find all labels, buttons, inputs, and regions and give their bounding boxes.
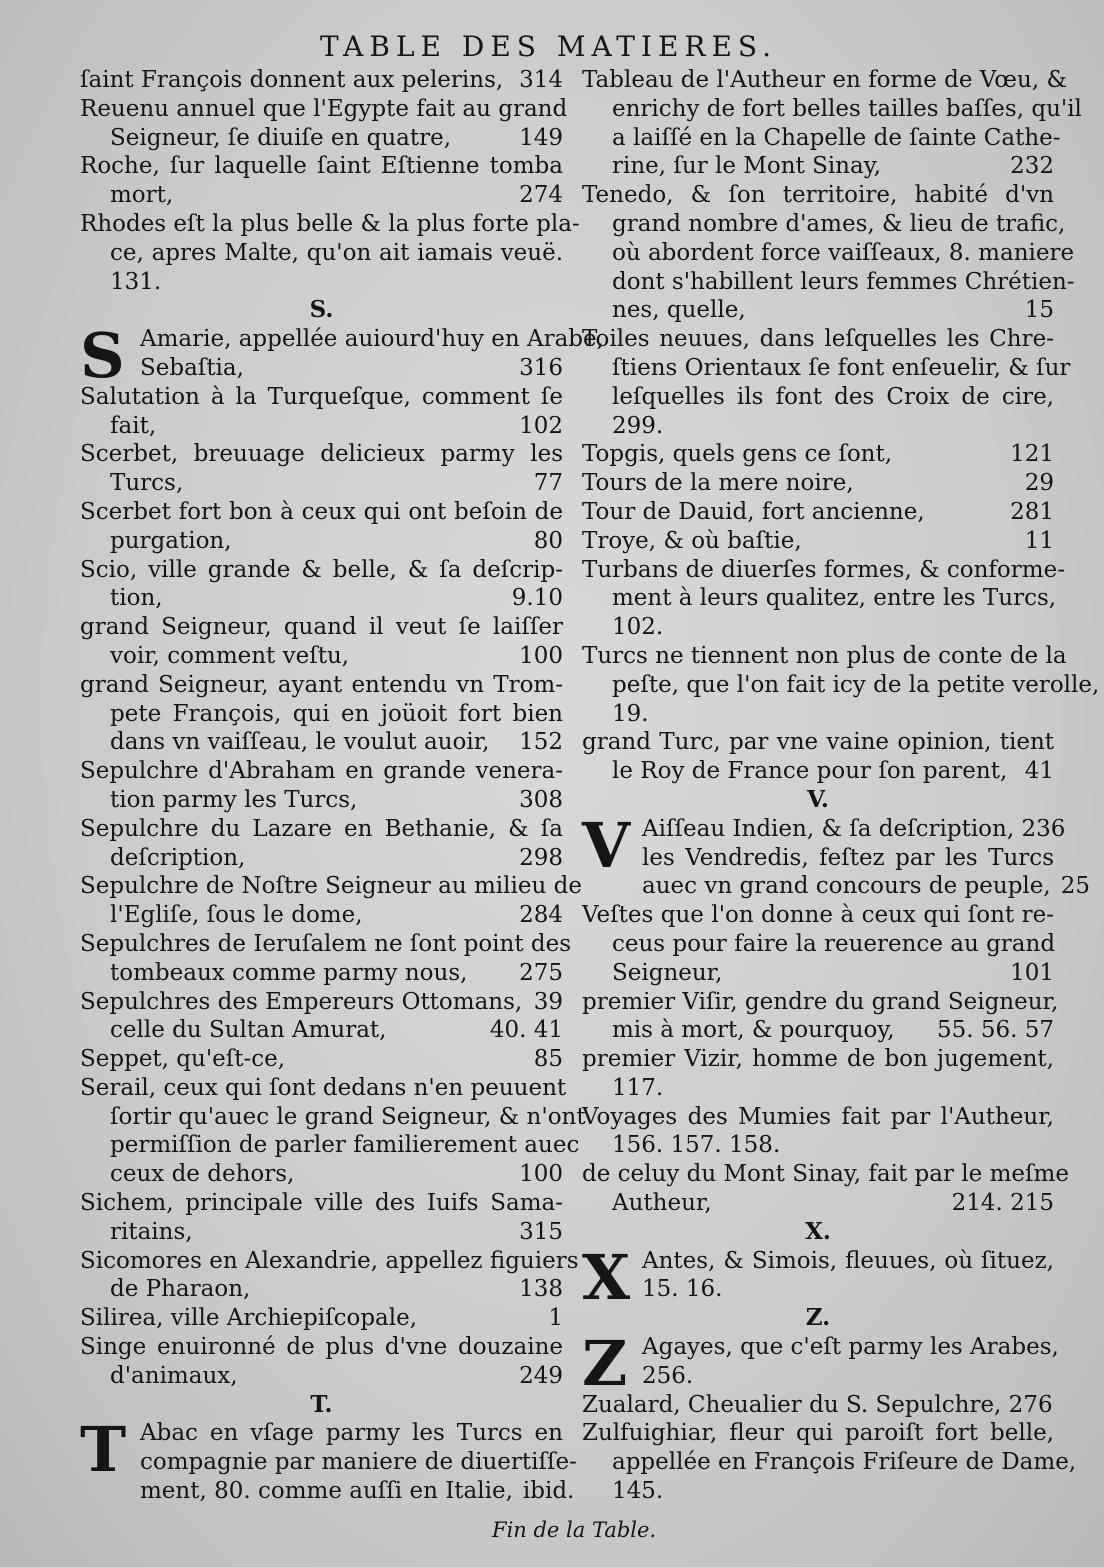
- entry-text: fait,: [110, 412, 157, 439]
- entry-text: purgation,: [110, 527, 232, 554]
- entry-text: Abac en vſage parmy les Turcs en: [140, 1420, 563, 1447]
- entry-text: auec vn grand concours de peuple,: [642, 873, 1051, 900]
- page-reference: 80: [533, 527, 563, 554]
- index-entry: [80, 210, 580, 296]
- index-entry: [582, 66, 1082, 181]
- page-reference: 25: [1060, 873, 1090, 900]
- index-entry: [80, 1247, 579, 1305]
- page-reference: 102: [519, 412, 563, 439]
- entry-text: ce, apres Malte, qu'on ait iamais veuë.: [110, 239, 563, 266]
- entry-line: [582, 469, 1054, 498]
- entry-text: 156. 157. 158.: [612, 1132, 781, 1159]
- entry-text: 19.: [612, 700, 649, 727]
- page-reference: 308: [519, 786, 563, 813]
- page-reference: 232: [1010, 153, 1054, 180]
- index-entry: [80, 988, 563, 1046]
- entry-text: 299.: [612, 412, 664, 439]
- entry-text: 256.: [642, 1362, 694, 1389]
- entry-text: ſortir qu'auec le grand Seigneur, & n'ont: [110, 1103, 586, 1130]
- entry-text: l'Egliſe, ſous le dome,: [110, 902, 363, 929]
- entry-text: Seigneur, ſe diuiſe en quatre,: [110, 124, 452, 151]
- index-column-right: [582, 66, 1100, 1506]
- entry-text: Turbans de diuerſes formes, & conforme-: [582, 556, 1065, 583]
- entry-text: les Vendredis, feſtez par les Turcs: [642, 844, 1054, 871]
- page-reference: 284: [519, 902, 563, 929]
- entry-text: Tenedo, & ſon territoire, habité d'vn: [582, 182, 1054, 209]
- running-head: TABLE DES MATIERES.: [320, 30, 777, 63]
- entry-text: permiſſion de parler familierement auec: [110, 1132, 580, 1159]
- page-reference: 149: [519, 124, 563, 151]
- entry-text: ceux de dehors,: [110, 1161, 295, 1188]
- entry-text: peſte, que l'on fait icy de la petite verolle,: [612, 671, 1100, 698]
- entry-text: Turcs ne tiennent non plus de conte de la: [582, 642, 1067, 669]
- index-entry: [80, 66, 563, 95]
- index-entry: [582, 1240, 1054, 1314]
- entry-line: [80, 786, 563, 815]
- entry-text: Seigneur,: [612, 959, 723, 986]
- entry-text: a laiſſé en la Chapelle de ſainte Cathe-: [612, 124, 1061, 151]
- index-entry: [80, 872, 582, 930]
- entry-text: Tableau de l'Autheur en forme de Vœu, &: [582, 67, 1067, 93]
- entry-text: de celuy du Mont Sinay, fait par le meſme: [582, 1161, 1069, 1188]
- index-entry: [582, 556, 1065, 642]
- entry-text: ment à leurs qualitez, entre les Turcs,: [612, 585, 1057, 612]
- index-entry: [582, 469, 1054, 498]
- index-entry: [582, 181, 1075, 325]
- entry-line: [80, 642, 563, 671]
- entry-text: 15. 16.: [642, 1276, 723, 1303]
- entry-text: Scio, ville grande & belle, & ſa deſcrip-: [80, 556, 563, 583]
- entry-line: [80, 1218, 563, 1247]
- entry-text: premier Vizir, homme de bon jugement,: [582, 1046, 1054, 1073]
- index-entry: [80, 152, 563, 210]
- drop-cap-initial: Z: [582, 1327, 628, 1401]
- index-entry: [582, 1419, 1077, 1505]
- entry-text: voir, comment veſtu,: [110, 642, 350, 669]
- page-reference: 314: [519, 67, 563, 93]
- entry-line: [582, 872, 1090, 901]
- index-entry: [582, 642, 1100, 728]
- page-reference: 55. 56. 57: [936, 1017, 1054, 1044]
- page-reference: 41: [1024, 758, 1054, 785]
- index-entry: [80, 613, 563, 671]
- entry-text: Sichem, principale ville des Iuifs Sama-: [80, 1190, 563, 1217]
- index-entry: [80, 95, 568, 153]
- entry-text: dans vn vaiſſeau, le voulut auoir,: [110, 729, 490, 756]
- index-entry: [582, 1160, 1069, 1218]
- index-entry: [80, 1413, 577, 1505]
- entry-text: Salutation à la Turqueſque, comment ſe: [80, 383, 563, 410]
- page-reference: ibid.: [522, 1478, 575, 1505]
- entry-line: [80, 124, 563, 153]
- entry-line: [80, 1160, 563, 1189]
- section-letter: S.: [309, 296, 334, 324]
- entry-text: celle du Sultan Amurat,: [110, 1017, 387, 1044]
- entry-line: [582, 440, 1054, 469]
- entry-line: [80, 469, 563, 498]
- entry-text: Sepulchres des Empereurs Ottomans,: [80, 988, 523, 1015]
- entry-text: ment, 80. comme auſſi en Italie,: [140, 1478, 513, 1505]
- page-reference: 298: [519, 844, 563, 871]
- entry-line: [582, 1016, 1054, 1045]
- index-entry: [582, 901, 1054, 987]
- index-entry: [80, 1189, 563, 1247]
- section-letter: X.: [805, 1217, 831, 1245]
- index-entry: [582, 1045, 1054, 1103]
- entry-text: Reuenu annuel que l'Egypte fait au grand: [80, 95, 568, 122]
- index-entry: [80, 671, 563, 757]
- entry-text: tion parmy les Turcs,: [110, 786, 358, 813]
- index-column-left: [80, 66, 604, 1506]
- entry-line: [582, 527, 1054, 556]
- entry-text: Silirea, ville Archiepiſcopale,: [80, 1305, 418, 1332]
- entry-text: de Pharaon,: [110, 1276, 251, 1303]
- page-reference: 214. 215: [951, 1190, 1054, 1217]
- entry-text: Zualard, Cheualier du S. Sepulchre, 276: [582, 1391, 1053, 1418]
- page-reference: 29: [1024, 470, 1054, 497]
- entry-text: Scerbet, breuuage delicieux parmy les: [80, 441, 563, 468]
- page-reference: 152: [519, 729, 563, 756]
- page-reference: 11: [1024, 527, 1054, 554]
- entry-line: [582, 498, 1054, 527]
- entry-line: [80, 584, 563, 613]
- entry-line: [80, 1045, 563, 1074]
- entry-text: Amarie, appellée auiourd'huy en Arabe,: [140, 326, 604, 353]
- entry-text: Veſtes que l'on donne à ceux qui ſont re-: [582, 902, 1054, 929]
- entry-text: 102.: [612, 614, 664, 641]
- entry-line: [582, 959, 1054, 988]
- entry-text: premier Viſir, gendre du grand Seigneur,: [582, 988, 1059, 1015]
- page-reference: 40. 41: [489, 1017, 563, 1044]
- index-entry: [80, 1074, 586, 1189]
- entry-text: Sicomores en Alexandrie, appellez figuiers: [80, 1247, 579, 1274]
- entry-text: Singe enuironné de plus d'vne douzaine: [80, 1334, 563, 1361]
- index-entry: [582, 440, 1054, 469]
- entry-text: 145.: [612, 1478, 664, 1505]
- entry-text: Topgis, quels gens ce ſont,: [582, 441, 893, 468]
- entry-line: [80, 1304, 563, 1333]
- drop-cap-initial: T: [80, 1413, 127, 1487]
- entry-text: rine, ſur le Mont Sinay,: [612, 153, 881, 180]
- index-entry: [80, 930, 572, 988]
- index-entry: [582, 325, 1071, 440]
- page-reference: 1: [548, 1305, 563, 1332]
- entry-line: [582, 152, 1054, 181]
- page-reference: 281: [1010, 498, 1054, 525]
- index-entry: [80, 383, 563, 441]
- entry-text: Tours de la mere noire,: [582, 470, 854, 497]
- entry-line: [582, 757, 1054, 786]
- entry-text: grand Seigneur, ayant entendu vn Trom-: [80, 671, 563, 698]
- entry-text: mis à mort, & pourquoy,: [612, 1017, 895, 1044]
- entry-text: grand Turc, par vne vaine opinion, tient: [582, 729, 1054, 756]
- entry-text: grand Seigneur, quand il veut ſe laiſſer: [80, 614, 563, 641]
- entry-line: [80, 959, 563, 988]
- page-reference: 100: [519, 642, 563, 669]
- entry-text: tombeaux comme parmy nous,: [110, 959, 468, 986]
- entry-text: compagnie par maniere de diuertiſſe-: [140, 1449, 577, 1476]
- entry-text: ſaint François donnent aux pelerins,: [80, 67, 504, 93]
- entry-text: leſquelles ils font des Croix de cire,: [612, 383, 1054, 410]
- entry-text: Sepulchre de Noſtre Seigneur au milieu de: [80, 873, 582, 900]
- page-reference: 101: [1010, 959, 1054, 986]
- entry-text: Zulfuighiar, fleur qui paroiſt fort belle,: [582, 1420, 1054, 1447]
- page-reference: 39: [533, 988, 563, 1015]
- section-letter: T.: [310, 1390, 333, 1418]
- index-entry: [582, 1391, 1054, 1420]
- section-letter: V.: [807, 785, 829, 813]
- index-entry: [582, 728, 1054, 786]
- page-reference: 138: [519, 1276, 563, 1303]
- entry-text: Scerbet fort bon à ceux qui ont beſoin de: [80, 498, 563, 525]
- entry-text: le Roy de France pour ſon parent,: [612, 758, 1008, 785]
- entry-text: Antes, & Simois, fleuues, où ſituez,: [642, 1247, 1054, 1274]
- index-entry: [80, 1333, 563, 1391]
- index-entry: [80, 556, 563, 614]
- entry-text: grand nombre d'ames, & lieu de trafic,: [612, 210, 1066, 237]
- entry-text: Agayes, que c'eſt parmy les Arabes,: [642, 1334, 1059, 1361]
- drop-cap-initial: X: [582, 1240, 631, 1314]
- index-entry: [80, 757, 563, 815]
- page-reference: 316: [519, 354, 563, 381]
- entry-text: où abordent force vaiſſeaux, 8. maniere: [612, 239, 1075, 266]
- page-reference: 77: [533, 470, 563, 497]
- entry-line: [80, 1275, 563, 1304]
- entry-text: Roche, ſur laquelle ſaint Eſtienne tomba: [80, 153, 563, 180]
- index-entry: [80, 440, 563, 498]
- index-entry: [582, 527, 1054, 556]
- page-reference: 100: [519, 1161, 563, 1188]
- entry-line: [80, 527, 563, 556]
- page-reference: 315: [519, 1218, 563, 1245]
- index-entry: [582, 498, 1054, 527]
- page-reference: 274: [519, 182, 563, 209]
- page-reference: 121: [1010, 441, 1054, 468]
- entry-text: 117.: [612, 1074, 664, 1101]
- entry-text: ſtiens Orientaux ſe font enſeuelir, & ſur: [612, 354, 1071, 381]
- entry-text: Toiles neuues, dans leſquelles les Chre-: [582, 326, 1054, 353]
- entry-text: Voyages des Mumies fait par l'Autheur,: [582, 1103, 1054, 1130]
- index-entry: [80, 498, 563, 556]
- entry-text: 131.: [110, 268, 162, 295]
- entry-text: Tour de Dauid, fort ancienne,: [582, 498, 925, 525]
- drop-cap-initial: V: [582, 808, 631, 882]
- page-reference: 85: [533, 1046, 563, 1073]
- entry-text: Seppet, qu'eſt-ce,: [80, 1046, 286, 1073]
- entry-line: [80, 901, 563, 930]
- entry-text: Troye, & où baſtie,: [582, 527, 802, 554]
- entry-line: [80, 181, 563, 210]
- entry-text: Turcs,: [110, 470, 184, 497]
- entry-text: Serail, ceux qui ſont dedans n'en peuuent: [80, 1074, 567, 1101]
- entry-text: enrichy de fort belles tailles baſſes, qu'il: [612, 95, 1082, 122]
- entry-text: Sepulchres de Ieruſalem ne ſont point des: [80, 930, 572, 957]
- entry-line: [80, 66, 563, 95]
- entry-text: mort,: [110, 182, 174, 209]
- entry-line: [582, 1189, 1054, 1218]
- entry-text: Rhodes eſt la plus belle & la plus forte pla-: [80, 210, 580, 237]
- entry-text: deſcription,: [110, 844, 246, 871]
- entry-line: [80, 1362, 563, 1391]
- entry-text: nes, quelle,: [612, 297, 746, 324]
- entry-line: [80, 844, 563, 873]
- entry-text: Sepulchre d'Abraham en grande venera-: [80, 758, 563, 785]
- entry-text: ceus pour faire la reuerence au grand: [612, 930, 1056, 957]
- entry-text: ritains,: [110, 1218, 193, 1245]
- entry-text: Sebaſtia,: [140, 354, 244, 381]
- entry-text: tion,: [110, 585, 163, 612]
- page-reference: 9.10: [511, 585, 563, 612]
- entry-text: Autheur,: [612, 1190, 712, 1217]
- index-entry: [80, 1304, 563, 1333]
- index-entry: [582, 1327, 1059, 1401]
- index-entry: [80, 815, 563, 873]
- entry-line: [80, 412, 563, 441]
- entry-text: Aiſſeau Indien, & ſa deſcription, 236: [642, 815, 1066, 842]
- entry-text: d'animaux,: [110, 1362, 238, 1389]
- entry-line: [80, 1016, 563, 1045]
- page-reference: 275: [519, 959, 563, 986]
- index-entry: [80, 319, 604, 393]
- entry-line: [80, 728, 563, 757]
- drop-cap-initial: S: [80, 319, 125, 393]
- page-reference: 249: [519, 1362, 563, 1389]
- entry-text: Sepulchre du Lazare en Bethanie, & ſa: [80, 815, 563, 842]
- section-letter: Z.: [805, 1304, 831, 1332]
- entry-line: [80, 988, 563, 1017]
- end-of-table-note: Fin de la Table.: [492, 1518, 657, 1542]
- page-reference: 15: [1024, 297, 1054, 324]
- entry-text: dont s'habillent leurs femmes Chrétien-: [612, 268, 1075, 295]
- index-entry: [582, 808, 1090, 901]
- entry-text: appellée en François Friſeure de Dame,: [612, 1449, 1077, 1476]
- index-entry: [582, 988, 1059, 1046]
- entry-line: [582, 296, 1054, 325]
- index-entry: [582, 1103, 1054, 1161]
- entry-line: [80, 1477, 575, 1506]
- index-entry: [80, 1045, 563, 1074]
- entry-line: [80, 354, 563, 383]
- entry-text: pete François, qui en joüoit fort bien: [110, 700, 563, 727]
